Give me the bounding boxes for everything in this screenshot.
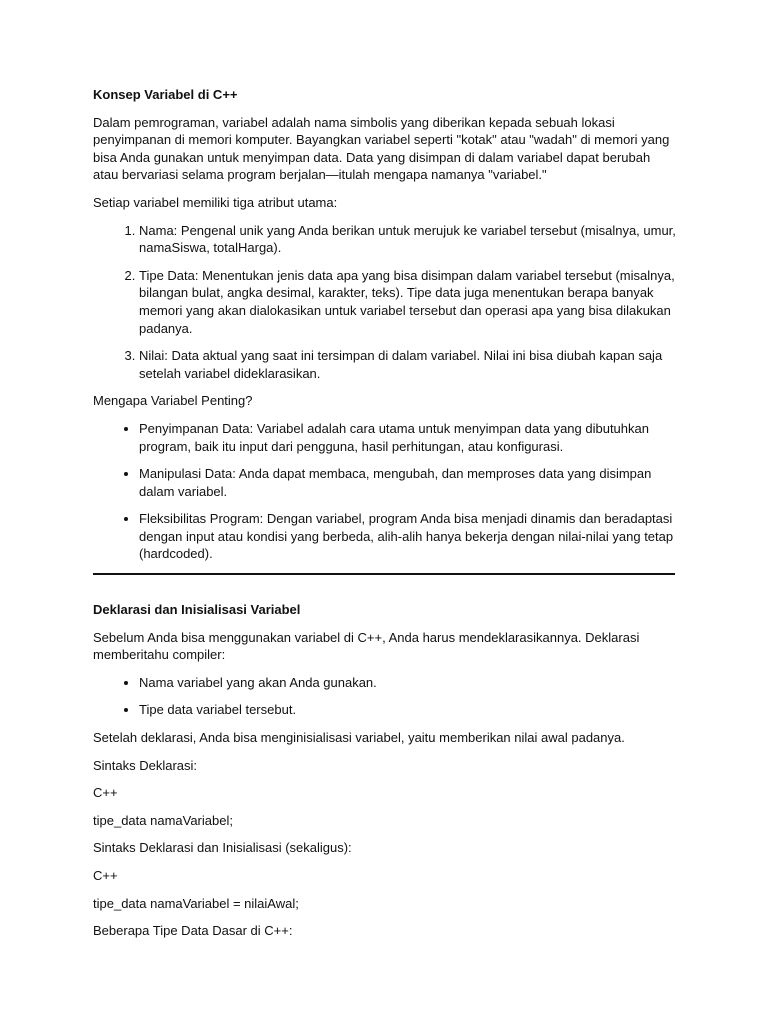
code-language-label: C++ [93, 785, 118, 801]
list-item: 1. Nama: Pengenal unik yang Anda berikan untuk merujuk ke variabel tersebut (misalnya, umur, namaSiswa, totalHarga). [139, 222, 678, 257]
syntax-declaration-code: tipe_data namaVariabel; [93, 812, 233, 828]
list-item: • Manipulasi Data: Anda dapat membaca, mengubah, dan memproses data yang disimpan dalam variabel. [139, 465, 678, 500]
list-item: • Fleksibilitas Program: Dengan variabel, program Anda bisa menjadi dinamis dan beradaptasi dengan input atau kondisi yang berbeda, alih-alih hanya bekerja dengan nilai-nilai yang tetap (hardcoded). [139, 510, 678, 563]
document-page [93, 86, 678, 950]
list-item: 2. Tipe Data: Menentukan jenis data apa yang bisa disimpan dalam variabel tersebut (misalnya, bilangan bulat, angka desimal, karakter, teks). Tipe data juga menentukan berapa banyak memori yang akan dialokasikan untuk variabel tersebut dan operasi apa yang bisa dilakukan padanya. [139, 267, 678, 337]
attributes-intro: Setiap variabel memiliki tiga atribut utama: [93, 194, 338, 210]
intro-paragraph: Dalam pemrograman, variabel adalah nama simbolis yang diberikan kepada sebuah lokasi penyimpanan di memori komputer. Bayangkan variabel seperti "kotak" atau "wadah" di memori yang bisa Anda gunakan untuk menyimpan data. Data yang disimpan di dalam variabel dapat berubah atau bervariasi selama program berjalan—itulah mengapa namanya "variabel." [93, 114, 670, 183]
syntax-declaration-label: Sintaks Deklarasi: [93, 757, 198, 773]
attributes-list [93, 222, 678, 383]
section-heading-deklarasi: Deklarasi dan Inisialisasi Variabel [93, 602, 301, 618]
syntax-init-label: Sintaks Deklarasi dan Inisialisasi (sekaligus): [93, 840, 352, 856]
declaration-intro: Sebelum Anda bisa menggunakan variabel di C++, Anda harus mendeklarasikannya. Deklarasi memberitahu compiler: [93, 629, 640, 663]
list-item: • Nama variabel yang akan Anda gunakan. [139, 674, 678, 692]
list-item: • Penyimpanan Data: Variabel adalah cara utama untuk menyimpan data yang dibutuhkan program, baik itu input dari pengguna, hasil perhitungan, atau konfigurasi. [139, 420, 678, 455]
horizontal-rule [93, 573, 675, 575]
after-declaration-paragraph: Setelah deklarasi, Anda bisa menginisialisasi variabel, yaitu memberikan nilai awal padanya. [93, 730, 625, 746]
section-heading-konsep-variabel: Konsep Variabel di C++ [93, 87, 238, 102]
syntax-init-code: tipe_data namaVariabel = nilaiAwal; [93, 895, 299, 911]
why-list [93, 420, 678, 563]
code-language-label: C++ [93, 868, 118, 883]
why-heading: Mengapa Variabel Penting? [93, 393, 253, 409]
list-item: 3. Nilai: Data aktual yang saat ini tersimpan di dalam variabel. Nilai ini bisa diubah kapan saja setelah variabel dideklarasikan. [139, 347, 678, 382]
list-item: • Tipe data variabel tersebut. [139, 701, 678, 719]
declaration-list [93, 674, 678, 719]
basic-types-label: Beberapa Tipe Data Dasar di C++: [93, 923, 293, 939]
